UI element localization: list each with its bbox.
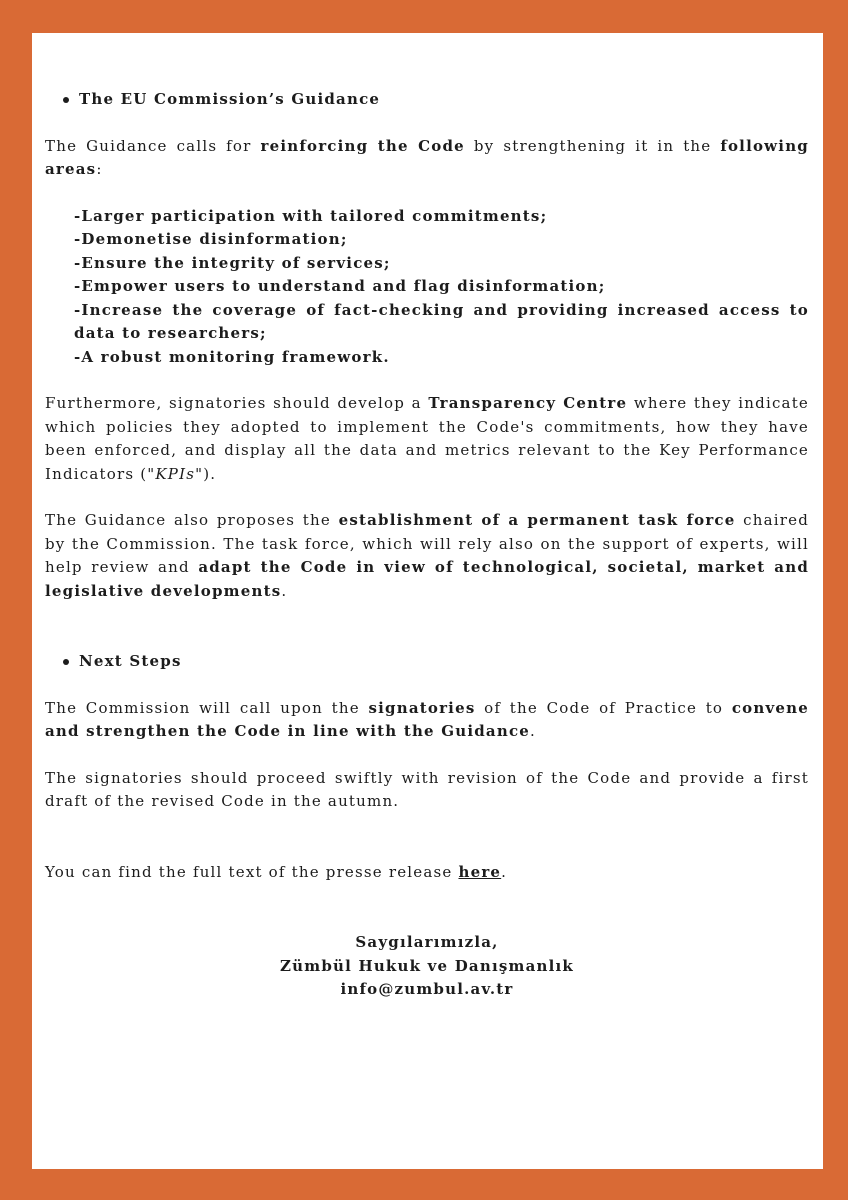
signature-email[interactable]: info@zumbul.av.tr: [340, 980, 514, 998]
bold-run: convene and strengthen the Code in line with the Guidance: [45, 698, 809, 740]
bold-run: following areas: [45, 136, 809, 178]
text-run: :: [96, 160, 103, 178]
section-heading-label: The EU Commission’s Guidance: [79, 90, 381, 108]
text-run: The Commission will call upon the: [45, 698, 369, 717]
text-run: where they indicate which policies they adopted to implement the Code's commitments, how they have been enforced, and display all the data and metrics relevant to the Key Performance Indicators (": [45, 394, 809, 483]
task-force-paragraph: [45, 509, 809, 603]
bold-run: Transparency Centre: [428, 394, 628, 412]
list-item: -Larger participation with tailored commitments;: [74, 206, 548, 225]
signature-firm-name: Zümbül Hukuk ve Danışmanlık: [280, 956, 574, 975]
press-release-link[interactable]: here: [458, 862, 502, 881]
bullet-icon: [63, 97, 69, 103]
bullet-icon: [63, 659, 69, 665]
transparency-centre-paragraph: [45, 392, 809, 486]
press-release-paragraph: [45, 861, 809, 885]
text-run: .: [501, 862, 508, 881]
signature-greeting: Saygılarımızla,: [355, 933, 499, 951]
document-page: [32, 33, 823, 1169]
section-heading-guidance: [45, 88, 809, 112]
italic-run: KPIs: [155, 464, 196, 483]
guidance-intro-paragraph: [45, 135, 809, 182]
text-run: The Guidance also proposes the: [45, 511, 339, 529]
guidance-areas-list: [45, 205, 809, 370]
commission-call-paragraph: [45, 697, 809, 744]
bold-run: signatories: [368, 698, 476, 717]
section-heading-label: Next Steps: [79, 652, 182, 670]
text-run: Furthermore, signatories should develop a: [45, 394, 429, 412]
list-item: -Demonetise disinformation;: [74, 230, 348, 248]
revision-paragraph: The signatories should proceed swiftly with revision of the Code and provide a first draft of the revised Code in the autumn.: [45, 768, 809, 810]
signature-block: [45, 931, 809, 1002]
section-heading-next-steps: [45, 650, 809, 674]
text-run: You can find the full text of the presse release: [45, 862, 459, 881]
text-run: chaired by the Commission. The task force, which will rely also on the support of experts, will help review and: [45, 511, 810, 576]
text-run: .: [530, 722, 536, 740]
list-item: -Increase the coverage of fact-checking and providing increased access to data to researchers;: [74, 300, 809, 342]
text-run: of the Code of Practice to: [475, 698, 732, 717]
bold-run: reinforcing the Code: [260, 136, 465, 155]
text-run: by strengthening it in the: [464, 136, 721, 155]
text-run: The Guidance calls for: [45, 136, 261, 155]
bold-run: establishment of a permanent task force: [338, 511, 736, 529]
document-content: [45, 88, 809, 1002]
text-run: .: [281, 581, 288, 600]
text-run: ").: [195, 464, 217, 483]
bold-run: adapt the Code in view of technological, societal, market and legislative developments: [45, 558, 810, 600]
list-item: -Ensure the integrity of services;: [74, 253, 391, 272]
list-item: -Empower users to understand and flag disinformation;: [74, 277, 606, 295]
list-item: -A robust monitoring framework.: [74, 347, 390, 366]
